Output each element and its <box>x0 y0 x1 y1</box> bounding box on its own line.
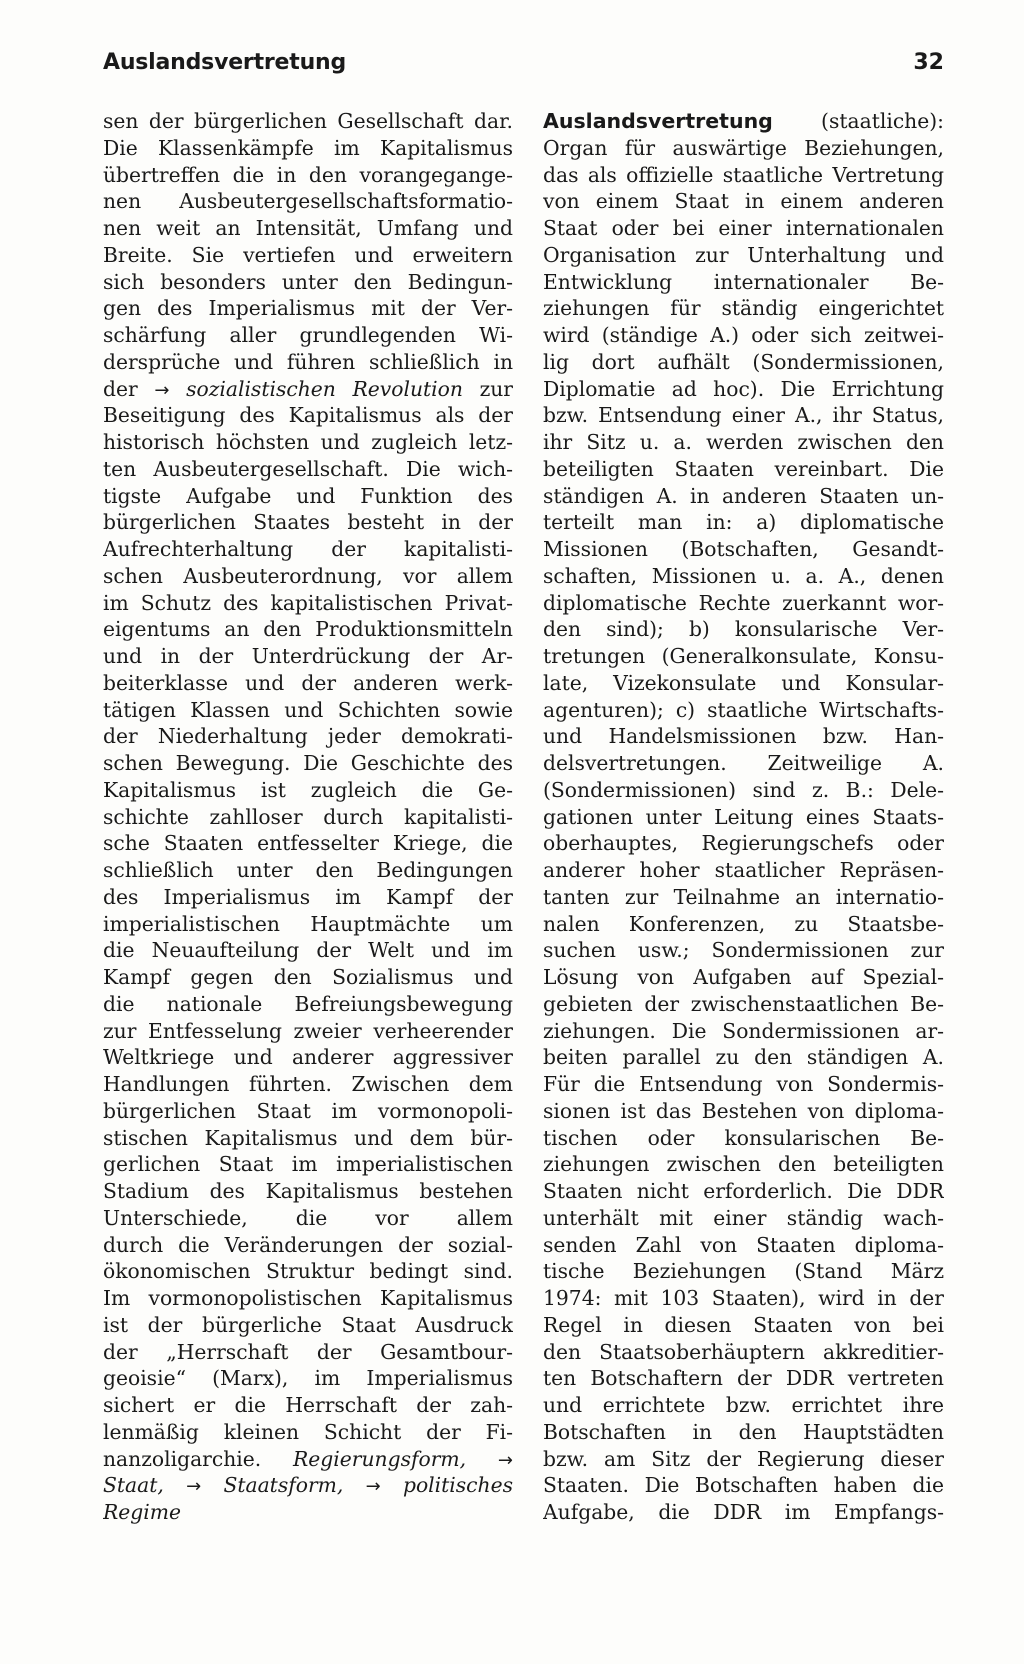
text-line: bzw. Entsendung einer A., ihr Status, <box>543 403 944 428</box>
cross-reference-link[interactable]: Staatsform, <box>223 1473 344 1498</box>
text-line: bürgerlichen Staates besteht in der <box>103 510 513 535</box>
text-line: terteilt man in: a) diplomatische <box>543 510 944 535</box>
text-line: sich besonders unter den Bedingun- <box>103 269 513 294</box>
page-header <box>103 50 944 90</box>
entry-heading-line <box>543 108 944 135</box>
text-line: schaften, Missionen u. a. A., denen <box>543 563 944 588</box>
text-line: dersprüche und führen schließlich in <box>103 349 513 374</box>
text-line: Missionen (Botschaften, Gesandt- <box>543 537 944 561</box>
right-column <box>543 108 944 1526</box>
text-line: geoisie“ (Marx), im Imperialismus <box>103 1366 513 1391</box>
text-line: Organisation zur Unterhaltung und <box>543 242 944 267</box>
text-line: Handlungen führten. Zwischen dem <box>103 1072 513 1096</box>
text-line: Kapitalismus ist zugleich die Ge- <box>103 777 513 802</box>
text-line: den sind); b) konsularische Ver- <box>543 617 944 642</box>
text-line: Botschaften in den Hauptstädten <box>543 1419 944 1444</box>
text-line: sche Staaten entfesselter Kriege, die <box>103 831 513 856</box>
text-line: delsvertretungen. Zeitweilige A. <box>543 751 944 775</box>
text-line: late, Vizekonsulate und Konsular- <box>543 670 944 695</box>
text-line: Aufrechterhaltung der kapitalisti- <box>103 537 513 561</box>
running-head: Auslandsvertretung <box>103 50 347 75</box>
entry-qualifier: (staatliche): <box>821 109 944 133</box>
text-line: tätigen Klassen und Schichten sowie <box>103 697 513 722</box>
text-line: sen der bürgerlichen Gesellschaft dar. <box>103 109 513 133</box>
text-line: die nationale Befreiungsbewegung <box>103 991 513 1016</box>
text-line: beteiligten Staaten vereinbart. Die <box>543 456 944 481</box>
text-line: Diplomatie ad hoc). Die Errichtung <box>543 376 944 401</box>
cross-reference-arrow-icon: → <box>186 1476 202 1498</box>
text-line: Regel in diesen Staaten von bei <box>543 1312 944 1337</box>
cross-reference-link[interactable]: sozialistischen Revolution <box>186 376 463 401</box>
text-line-with-cross-reference: nanzoligarchie. Regierungsform, → <box>103 1446 513 1471</box>
text-line: sichert er die Herrschaft der zah- <box>103 1393 513 1417</box>
text-line: nen weit an Intensität, Umfang und <box>103 216 513 240</box>
text-line: Unterschiede, die vor allem <box>103 1205 513 1230</box>
cross-reference-link[interactable]: Staat, <box>103 1473 164 1498</box>
text-line: im Schutz des kapitalistischen Privat- <box>103 590 513 615</box>
text-line: und in der Unterdrückung der Ar- <box>103 644 513 668</box>
text-line: ziehungen für ständig eingerichtet <box>543 296 944 321</box>
text-line: Entwicklung internationaler Be- <box>543 269 944 294</box>
text-line: schen Bewegung. Die Geschichte des <box>103 751 513 775</box>
text-line: Staaten. Die Botschaften haben die <box>543 1473 944 1498</box>
text-line: der „Herrschaft der Gesamtbour- <box>103 1339 513 1364</box>
cross-reference-arrow-icon: → <box>365 1476 381 1498</box>
cross-reference-link[interactable]: Regierungsform, <box>293 1446 467 1471</box>
text-line: suchen usw.; Sondermissionen zur <box>543 938 944 963</box>
text-line: Aufgabe, die DDR im Empfangs- <box>543 1500 944 1524</box>
text-line: diplomatische Rechte zuerkannt wor- <box>543 590 944 615</box>
text-line: und errichtete bzw. errichtet ihre <box>543 1393 944 1417</box>
text-line: Die Klassenkämpfe im Kapitalismus <box>103 135 513 160</box>
text-line: ist der bürgerliche Staat Ausdruck <box>103 1312 513 1337</box>
text-line: Kampf gegen den Sozialismus und <box>103 965 513 989</box>
text-line: Im vormonopolistischen Kapitalismus <box>103 1286 513 1310</box>
text-line: senden Zahl von Staaten diploma- <box>543 1232 944 1257</box>
text-line: ständigen A. in anderen Staaten un- <box>543 483 944 508</box>
text-line: ihr Sitz u. a. werden zwischen den <box>543 430 944 454</box>
text-line: sionen ist das Bestehen von diploma- <box>543 1098 944 1123</box>
text-line: oberhauptes, Regierungschefs oder <box>543 831 944 856</box>
text-line: schärfung aller grundlegenden Wi- <box>103 323 513 347</box>
text-line: ökonomischen Struktur bedingt sind. <box>103 1259 513 1284</box>
text-line: und Handelsmissionen bzw. Han- <box>543 724 944 749</box>
text-line: Für die Entsendung von Sondermis- <box>543 1072 944 1096</box>
text-line: lig dort aufhält (Sondermissionen, <box>543 349 944 374</box>
cross-reference-arrow-icon: → <box>154 379 170 401</box>
text-line: 1974: mit 103 Staaten), wird in der <box>543 1286 944 1310</box>
text-line-with-cross-reference <box>103 1499 513 1526</box>
text-line: tischen oder konsularischen Be- <box>543 1125 944 1150</box>
text-line: lenmäßig kleinen Schicht der Fi- <box>103 1419 513 1444</box>
text-line: zur Entfesselung zweier verheerender <box>103 1018 513 1043</box>
text-line: nalen Konferenzen, zu Staatsbe- <box>543 911 944 936</box>
text-line: übertreffen die in den vorangegange- <box>103 162 513 187</box>
text-line: (Sondermissionen) sind z. B.: Dele- <box>543 777 944 802</box>
text-line: ten Botschaftern der DDR vertreten <box>543 1366 944 1391</box>
text-line: ten Ausbeutergesellschaft. Die wich- <box>103 456 513 481</box>
text-line: tische Beziehungen (Stand März <box>543 1259 944 1284</box>
text-line: des Imperialismus im Kampf der <box>103 884 513 909</box>
text-line: der Niederhaltung jeder demokrati- <box>103 724 513 749</box>
text-line: imperialistischen Hauptmächte um <box>103 911 513 936</box>
text-line-with-cross-reference: der → sozialistischen Revolution zur <box>103 376 513 401</box>
entry-headword: Auslandsvertretung <box>543 109 773 133</box>
text-line: ziehungen zwischen den beteiligten <box>543 1152 944 1177</box>
text-line: gebieten der zwischenstaatlichen Be- <box>543 991 944 1016</box>
text-line: tanten zur Teilnahme an internatio- <box>543 884 944 909</box>
text-line: wird (ständige A.) oder sich zeitwei- <box>543 323 944 347</box>
text-line: gationen unter Leitung eines Staats- <box>543 804 944 829</box>
text-line: ziehungen. Die Sondermissionen ar- <box>543 1018 944 1043</box>
page-number: 32 <box>913 50 944 75</box>
text-line: Breite. Sie vertiefen und erweitern <box>103 242 513 267</box>
text-line: gen des Imperialismus mit der Ver- <box>103 296 513 321</box>
text-line: tigste Aufgabe und Funktion des <box>103 483 513 508</box>
text-line: schichte zahlloser durch kapitalisti- <box>103 804 513 829</box>
text-line: Organ für auswärtige Beziehungen, <box>543 135 944 160</box>
cross-reference-link[interactable]: Regime <box>103 1500 181 1524</box>
text-line: nen Ausbeutergesellschaftsformatio- <box>103 189 513 214</box>
text-line: schließlich unter den Bedingungen <box>103 858 513 882</box>
text-line: durch die Veränderungen der sozial- <box>103 1232 513 1257</box>
text-line: gerlichen Staat im imperialistischen <box>103 1152 513 1177</box>
text-line: bzw. am Sitz der Regierung dieser <box>543 1446 944 1471</box>
text-line: unterhält mit einer ständig wach- <box>543 1205 944 1230</box>
text-line: bürgerlichen Staat im vormonopoli- <box>103 1098 513 1123</box>
text-line: Beseitigung des Kapitalismus als der <box>103 403 513 428</box>
text-line: historisch höchsten und zugleich letz- <box>103 430 513 454</box>
text-line: beiterklasse und der anderen werk- <box>103 670 513 695</box>
text-line: Stadium des Kapitalismus bestehen <box>103 1179 513 1203</box>
text-line: Lösung von Aufgaben auf Spezial- <box>543 965 944 989</box>
text-line: die Neuaufteilung der Welt und im <box>103 938 513 963</box>
text-line: eigentums an den Produktionsmitteln <box>103 617 513 642</box>
text-line: von einem Staat in einem anderen <box>543 189 944 214</box>
text-line: Staaten nicht erforderlich. Die DDR <box>543 1179 944 1203</box>
text-line: Weltkriege und anderer aggressiver <box>103 1045 513 1070</box>
cross-reference-link[interactable]: politisches <box>402 1473 513 1498</box>
cross-reference-arrow-icon: → <box>497 1449 513 1471</box>
text-line: beiten parallel zu den ständigen A. <box>543 1045 944 1070</box>
text-line: Staat oder bei einer internationalen <box>543 216 944 240</box>
text-line: agenturen); c) staatliche Wirtschafts- <box>543 697 944 722</box>
text-line: schen Ausbeuterordnung, vor allem <box>103 563 513 588</box>
text-line: tretungen (Generalkonsulate, Konsu- <box>543 644 944 668</box>
text-line: anderer hoher staatlicher Repräsen- <box>543 858 944 882</box>
text-line: stischen Kapitalismus und dem bür- <box>103 1125 513 1150</box>
text-line-with-cross-reference <box>103 1472 513 1499</box>
text-line: den Staatsoberhäuptern akkreditier- <box>543 1339 944 1364</box>
left-column <box>103 108 513 1526</box>
text-line: das als offizielle staatliche Vertretung <box>543 162 944 187</box>
